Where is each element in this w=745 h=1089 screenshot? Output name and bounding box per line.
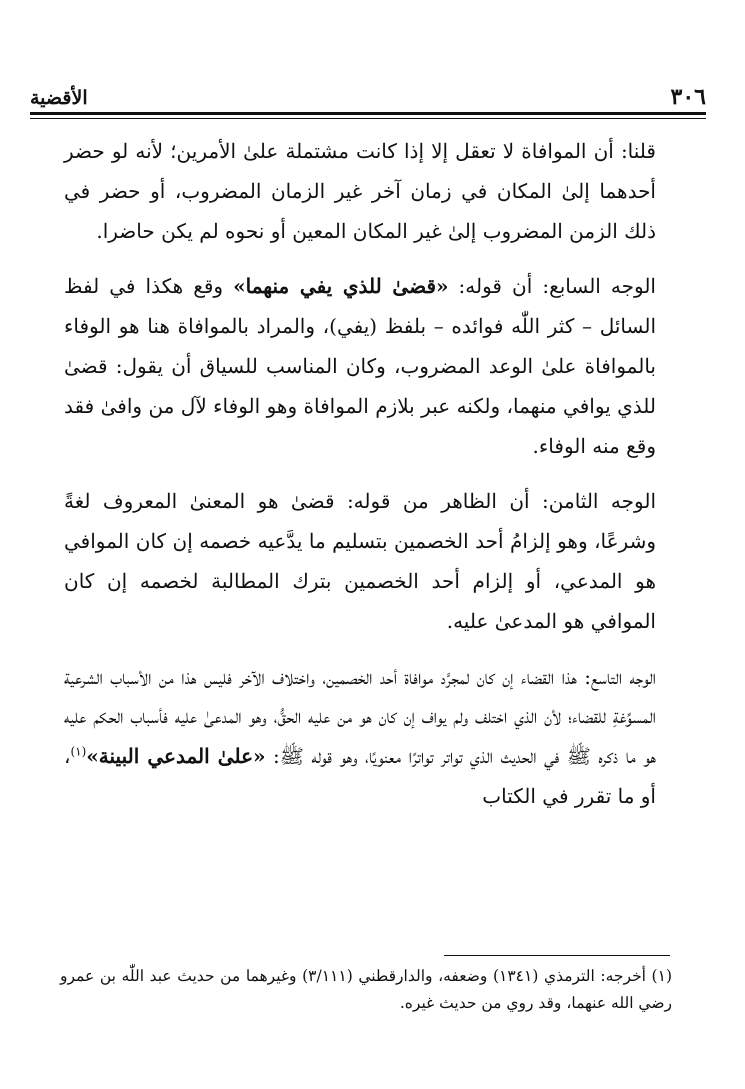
hadith-quote-2: «علىٰ المدعي البينة» (86, 744, 266, 769)
footnote-ref: (١) (70, 744, 87, 759)
header-rule-thick (30, 112, 706, 115)
paragraph-3 (64, 482, 656, 641)
paragraph-4-text-end: ، أو ما تقرر في الكتاب (64, 744, 656, 808)
paragraph-4 (64, 658, 656, 817)
main-text (64, 132, 656, 817)
hadith-quote: «قضىٰ للذي يفي منهما» (233, 274, 449, 299)
paragraph-3-text: الوجه الثامن: أن الظاهر من قوله: قضىٰ هو المعنىٰ المعروف لغةً وشرعًا، وهو إلزامُ أحد الخصمين بتسليم ما يدَّعيه خصمه إن كان الموافي هو المدعي، أو إلزام أحد الخصمين بترك المطالبة لخصمه إن كان الموافي هو المدعىٰ عليه. (64, 489, 656, 633)
footnote-separator (444, 955, 670, 956)
paragraph-4-text-start: الوجه التاسع: هذا القضاء إن كان لمجرَّد موافاة أحد الخصمين، واختلاف الآخر فليس هذا من الأسباب الشرعية المسوِّغةِ للقضاء؛ لأن الذي اختلف ولم يواف إن كان هو من عليه الحقُّ، وهو المدعىٰ عليه فأسباب الحكم عليه هو ما ذكره ﷺ في الحديث الذي تواتر تواترًا معنويًا، وهو قوله ﷺ: (64, 664, 656, 769)
paragraph-2 (64, 267, 656, 466)
paragraph-1-text: قلنا: أن الموافاة لا تعقل إلا إذا كانت مشتملة علىٰ الأمرين؛ لأنه لو حضر أحدهما إلىٰ المكان في زمان آخر غير الزمان المضروب، أو حضر في ذلك الزمن المضروب إلىٰ غير المكان المعين أو نحوه لم يكن حاضرا. (64, 139, 656, 243)
paragraph-2-text-end: وقع هكذا في لفظ السائل – كثر اللّٰه فوائده – بلفظ (يفي)، والمراد بالموافاة هنا هو الوفاء بالموافاة علىٰ الوعد المضروب، وكان المناسب للسياق أن يقول: قضىٰ للذي يوافي منهما، ولكنه عبر بلازم الموافاة وهو الوفاء لآل من وافىٰ فقد وقع منه الوفاء. (64, 274, 656, 458)
running-title: الأقضية (30, 87, 88, 109)
paragraph-1 (64, 132, 656, 251)
header-rule-thin (30, 118, 706, 119)
page-number: ٣٠٦ (670, 84, 706, 110)
paragraph-2-text-start: الوجه السابع: أن قوله: (448, 274, 656, 299)
footnote-text: (١) أخرجه: الترمذي (١٣٤١) وضعفه، والدارقطني (٣/١١١) وغيرهما من حديث عبد اللّٰه بن عمرو رضي الله عنهما، وقد روي من حديث غيره. (60, 967, 672, 1012)
footnote (60, 963, 672, 1017)
page-header (30, 72, 706, 108)
